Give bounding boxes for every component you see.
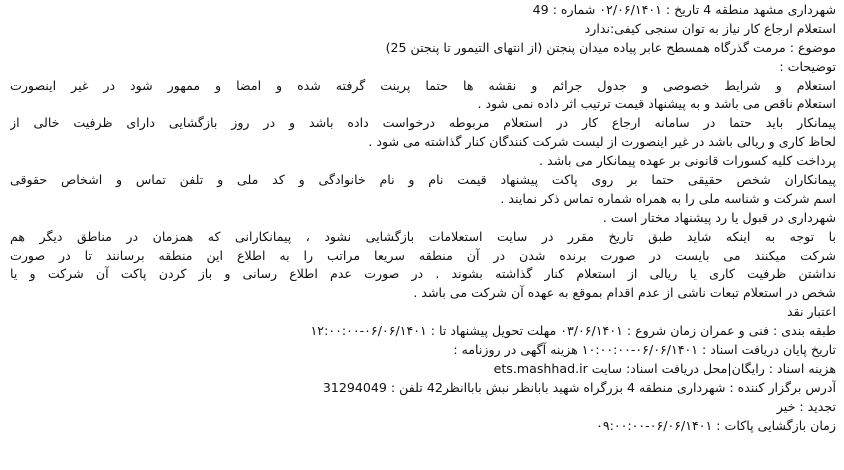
inquiry-type: استعلام ارجاع کار نیاز به توان سنجی کیفی:ندارد: [584, 20, 836, 36]
credit-type: اعتبار نقد: [786, 304, 836, 320]
description-line: پیمانکاران شخص حقیقی حتما بر روی پاکت پیشنهاد قیمت نام و نام خانوادگی و کد ملی و تلفن تماس و اشخاص حقوقی: [10, 172, 836, 188]
header-line: شهرداری مشهد منطقه 4 تاریخ : ۰۲/۰۶/۱۴۰۱ شماره : 49: [532, 2, 836, 17]
description-line: پیمانکار باید حتما در سامانه ارجاع کار در استعلام مربوطه درخواست داده باشد و در روز بازگشایی دارای ظرفیت خالی از: [10, 115, 836, 131]
classification-dates: طبقه بندی : فنی و عمران زمان شروع : ۰۳/۰۶/۱۴۰۱ مهلت تحویل پیشنهاد تا : ۰۶/۰۶/۱۴۰۱-۱۲:۰۰:۰۰: [310, 323, 836, 339]
description-line: با توجه به اینکه شاید طبق تاریخ مقرر در سایت استعلامات بازگشایی نشود ، پیمانکارانی که همزمان در مناطق دیگر هم: [10, 228, 836, 244]
document-deadline: تاریخ پایان دریافت اسناد : ۰۶/۰۶/۱۴۰۱-۱۰:۰۰:۰۰ هزینه آگهی در روزنامه :: [453, 342, 836, 358]
description-line: استعلام و شرایط خصوصی و جدول جرائم و نقشه ها حتما پرینت گرفته شده و امضا و ممهور شود در غیر اینصورت: [10, 77, 836, 93]
document-fee: هزینه اسناد : رایگان|محل دریافت اسناد: سایت ets.mashhad.ir: [493, 360, 836, 376]
subject: موضوع : مرمت گذرگاه همسطح عابر پیاده میدان پنجتن (از انتهای التیمور تا پنجتن 25): [385, 39, 836, 55]
description-line: لحاظ کاری و ریالی باشد در غیر اینصورت از لیست شرکت کنندگان کنار گذاشته می شود .: [368, 134, 836, 150]
description-line: شهرداری در قبول یا رد پیشنهاد مختار است .: [602, 209, 836, 225]
organizer-address: آدرس برگزار کننده : شهرداری منطقه 4 بزرگراه شهید بابانظر نبش باباانظر42 تلفن : 31294049: [322, 379, 836, 395]
description-heading: توضیحات :: [779, 58, 836, 74]
description-line: نداشتن ظرفیت کاری یا ریالی از استعلام کنار گذاشته بشوند . در صورت عدم اطلاع رسانی و باز کردن پاکت آن شرکت و یا: [10, 266, 836, 282]
opening-time: زمان بازگشایی پاکات : ۰۶/۰۶/۱۴۰۱-۰۹:۰۰:۰۰: [596, 417, 836, 433]
description-line: شرکت میکنند می بایست در صورت برنده شدن در آن منطقه سریعا مراتب را به اطلاع این منطقه برسانند تا در صورت: [10, 247, 836, 263]
renewal: تجدید : خیر: [776, 398, 836, 414]
description-line: پرداخت کلیه کسورات قانونی بر عهده پیمانکار می باشد .: [538, 153, 836, 169]
description-line: شخص در استعلام تبعات ناشی از عدم اقدام بموقع به عهده آن شرکت می باشد .: [413, 285, 836, 301]
description-line: استعلام ناقص می باشد و به پیشنهاد قیمت ترتیب اثر داده نمی شود .: [477, 96, 836, 112]
description-line: اسم شرکت و شناسه ملی را به همراه شماره تماس ذکر نمایند .: [500, 190, 836, 206]
